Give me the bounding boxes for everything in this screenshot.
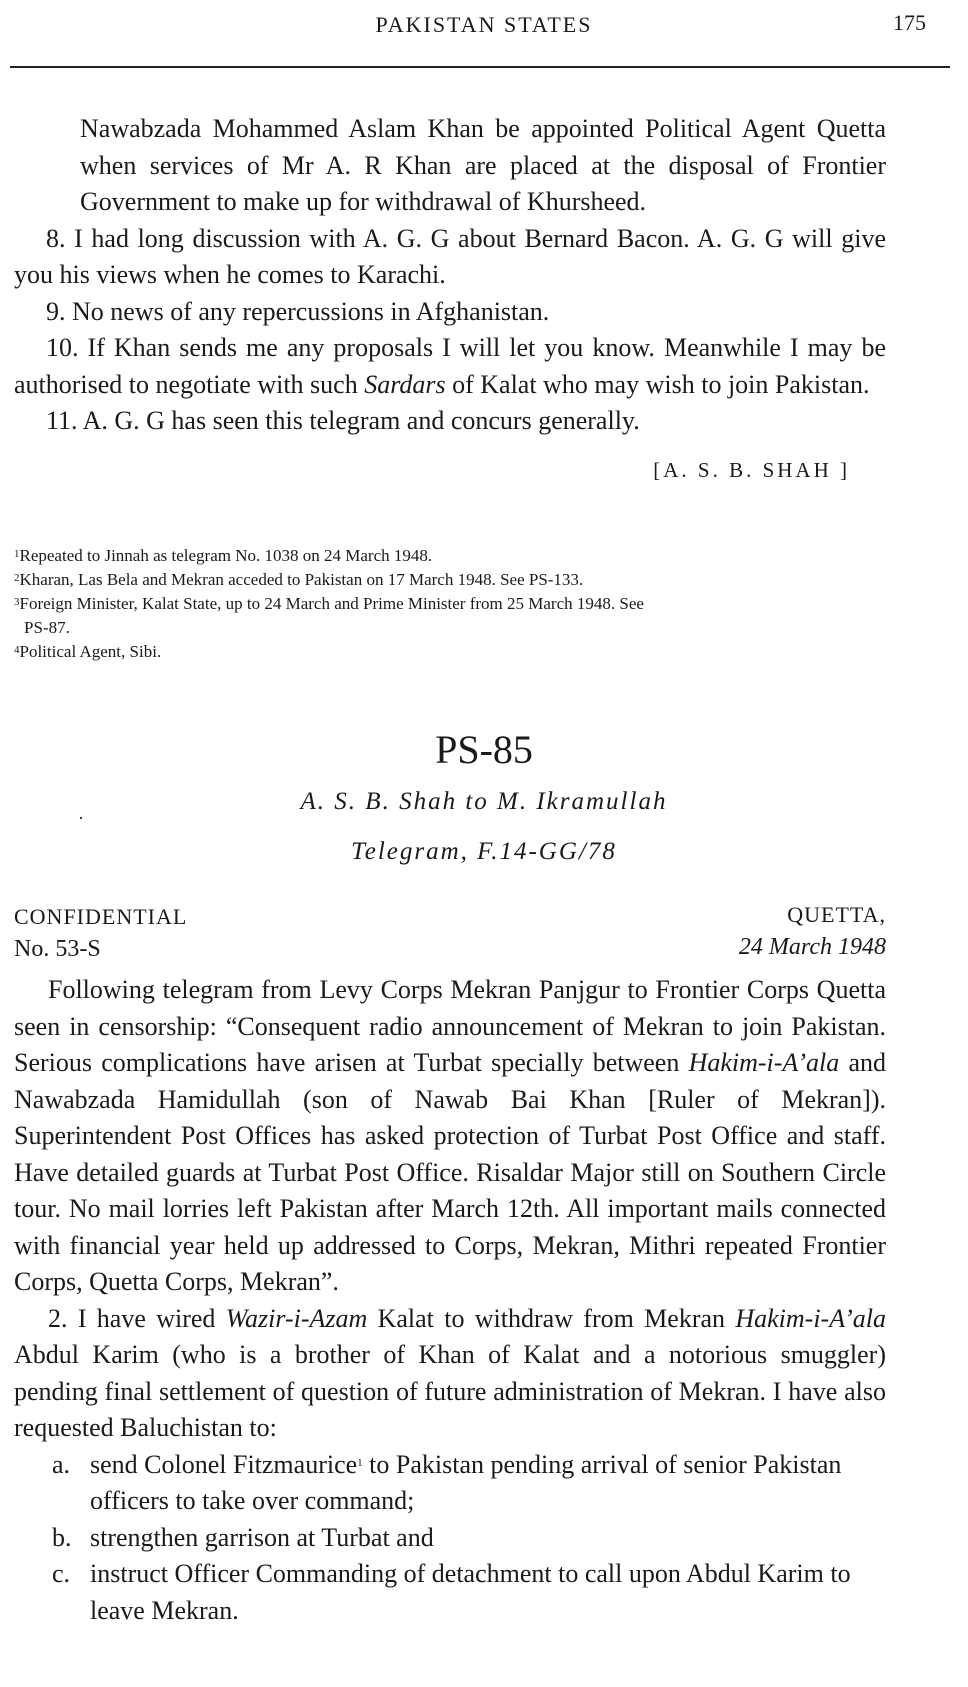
footnote-1: $^1$Repeated to Jinnah as telegram No. 1038 on 24 March 1948. [14,546,433,565]
paragraph-2: 2. I have wired Wazir-i-Azam Kalat to withdraw from Mekran Hakim-i-A’ala Abdul Karim (who is a brother of Khan of Kalat and a notorious smuggler) pending final settlement of question of future administration of Mekran. I have also requested Baluchistan to: [14,1303,887,1442]
signature: [A. S. B. SHAH ] [653,458,850,482]
hakim-term: Hakim-i-A’ala [688,1048,840,1077]
document-type: Telegram, F.14-GG/78 [351,838,617,865]
running-header: PAKISTAN STATES [375,12,593,37]
list-item-c: c. instruct Officer Commanding of detachment to call upon Abdul Karim to leave Mekran. [52,1559,851,1625]
previous-document-text [14,111,886,440]
document-number: PS-85 [435,727,533,772]
document-from-to: A. S. B. Shah to M. Ikramullah [300,788,668,815]
list-item-a: a. send Colonel Fitzmaurice$^1$ to Pakistan pending arrival of senior Pakistan officers to take over command; [52,1449,842,1515]
classification: CONFIDENTIAL [14,904,188,929]
footnote-ref: 1 [357,1456,363,1469]
paragraph-9: 9. No news of any repercussions in Afghanistan. [46,296,550,326]
paragraph-8: 8. I had long discussion with A. G. G about Bernard Bacon. A. G. G will give you his views when he comes to Karachi. [14,223,886,289]
list-item-b: b. strengthen garrison at Turbat and [52,1522,434,1552]
date: 24 March 1948 [738,934,886,960]
sardars-term: Sardars [364,369,446,399]
footnotes [14,544,944,664]
paragraph-11: 11. A. G. G has seen this telegram and concurs generally. [46,406,640,435]
place: QUETTA, [787,902,886,927]
footnote-4: $^4$Political Agent, Sibi. [14,642,162,661]
footnote-2: $^2$Kharan, Las Bela and Mekran acceded to Pakistan on 17 March 1948. See PS-133. [14,570,584,589]
page-number: 175 [893,10,926,35]
document-body [14,972,886,1629]
wazir-term: Wazir-i-Azam [225,1303,368,1333]
stray-mark: · [78,808,84,828]
paragraph-10: 10. If Khan sends me any proposals I will let you know. Meanwhile I may be authorised to negotiate with such Sardars of Kalat who may wish to join Pakistan. [14,333,886,399]
reference-number: No. 53-S [14,936,101,962]
header-rule [10,66,950,68]
footnote-3-continued: PS-87. [24,618,70,637]
paragraph-1: Following telegram from Levy Corps Mekran Panjgur to Frontier Corps Quetta seen in censorship: “Consequent radio announcement of Mekran to join Pakistan. Serious complications have arisen at Turbat specially between Hakim-i-A’ala and Nawabzada Hamidullah (son of Nawab Bai Khan [Ruler of Mekran]). Superintendent Post Offices has asked protection of Turbat Post Office and staff. Have detailed guards at Turbat Post Office. Risaldar Major still on Southern Circle tour. No mail lorries left Pakistan after March 12th. All important mails connected with financial year held up addressed to Corps, Mekran, Mithri repeated Frontier Corps, Quetta Corps, Mekran”. [14,975,887,1296]
hakim-term-2: Hakim-i-A’ala [735,1303,887,1333]
footnote-3: $^3$Foreign Minister, Kalat State, up to 24 March and Prime Minister from 25 March 1948. See [14,594,644,613]
paragraph-continued: Nawabzada Mohammed Aslam Khan be appointed Political Agent Quetta when services of Mr A. R Khan are placed at the disposal of Frontier Government to make up for withdrawal of Khursheed. [80,114,886,216]
